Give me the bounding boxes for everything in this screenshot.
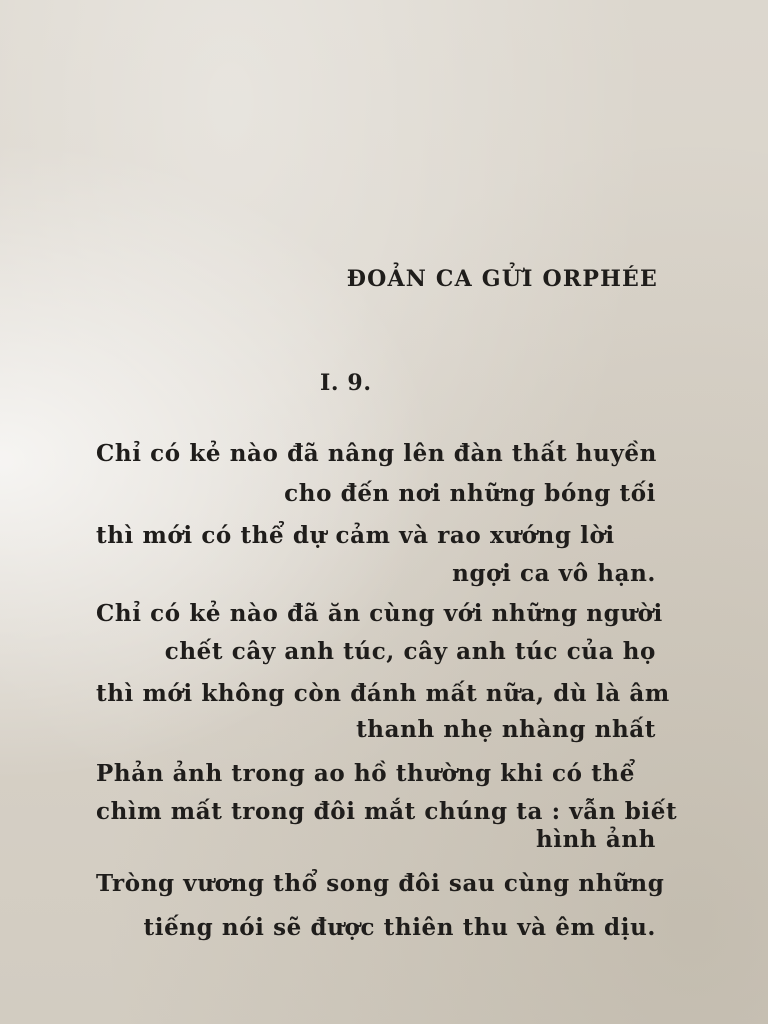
poem-line: hình ảnh	[535, 826, 656, 853]
poem-line: thì mới có thể dự cảm và rao xướng lời	[96, 522, 615, 549]
poem-line: Phản ảnh trong ao hồ thường khi có thể	[96, 760, 635, 787]
poem-line: ngợi ca vô hạn.	[452, 560, 656, 587]
poem-line: chìm mất trong đôi mắt chúng ta : vẫn biết	[96, 798, 678, 825]
poem-line: chết cây anh túc, cây anh túc của họ	[164, 638, 656, 665]
poem-line: Chỉ có kẻ nào đã nâng lên đàn thất huyền	[96, 440, 657, 467]
poem-line: cho đến nơi những bóng tối	[284, 480, 656, 507]
page-heading: ĐOẢN CA GỬI ORPHÉE	[346, 266, 658, 292]
poem-line: thanh nhẹ nhàng nhất	[356, 716, 656, 743]
poem-line: thì mới không còn đánh mất nữa, dù là âm	[96, 680, 670, 707]
poem-line: Chỉ có kẻ nào đã ăn cùng với những người	[96, 600, 663, 627]
poem-line: Tròng vương thổ song đôi sau cùng những	[96, 870, 665, 897]
section-number: I. 9.	[320, 370, 372, 396]
poem-line: tiếng nói sẽ được thiên thu và êm dịu.	[143, 914, 656, 941]
